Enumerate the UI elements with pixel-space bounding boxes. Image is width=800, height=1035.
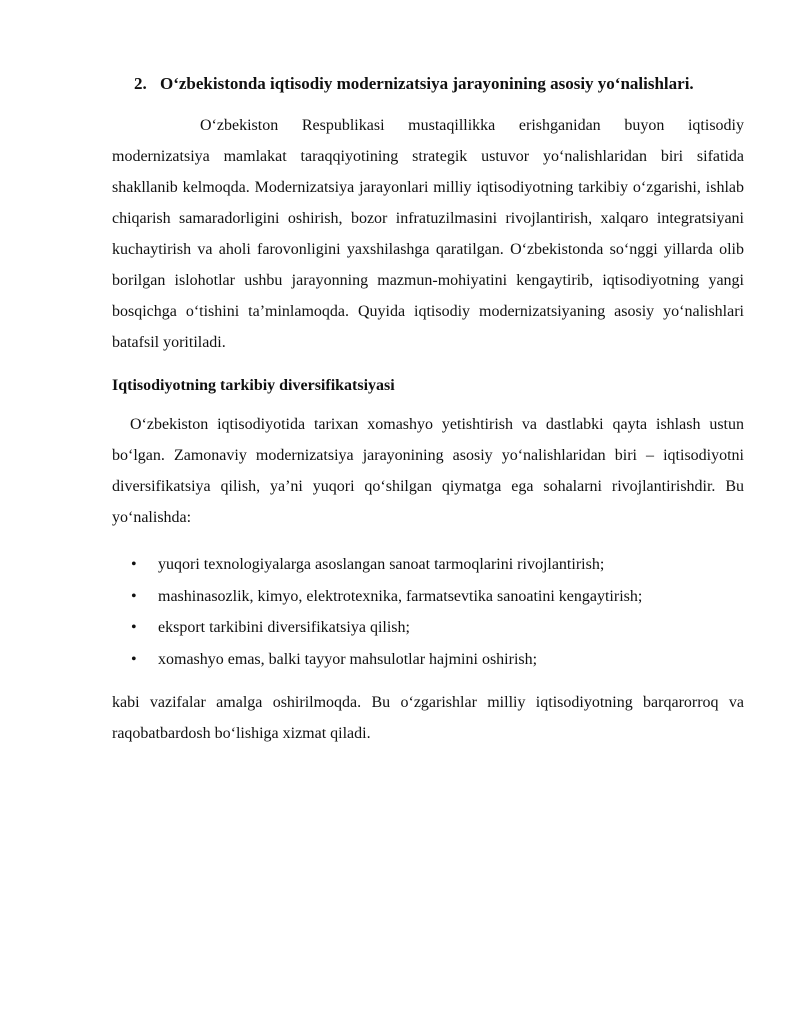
diversification-paragraph: O‘zbekiston iqtisodiyotida tarixan xomashyo yetishtirish va dastlabki qayta ishlash ustun bo‘lgan. Zamonaviy modernizatsiya jarayonining asosiy yo‘nalishlaridan biri – iqtisodiyotni diversifikatsiya qilish, ya’ni yuqori qo‘shilgan qiymatga ega sohalarni rivojlantirishdir. Bu yo‘nalishda:	[112, 416, 744, 526]
list-item	[112, 644, 744, 676]
list-item-text: yuqori texnologiyalarga asoslangan sanoat tarmoqlarini rivojlantirish;	[158, 556, 605, 573]
closing-paragraph: kabi vazifalar amalga oshirilmoqda. Bu o‘zgarishlar milliy iqtisodiyotning barqarorroq va raqobatbardosh bo‘lishiga xizmat qiladi.	[112, 694, 744, 742]
section-number: 2.	[134, 74, 147, 93]
bullet-icon: •	[131, 619, 137, 636]
document-page	[112, 70, 744, 749]
list-item	[112, 549, 744, 581]
bullet-icon: •	[131, 556, 137, 573]
bullet-icon: •	[131, 650, 137, 668]
intro-paragraph: O‘zbekiston Respublikasi mustaqillikka erishganidan buyon iqtisodiy modernizatsiya mamlakat taraqqiyotining strategik ustuvor yo‘nalishlaridan biri sifatida shakllanib kelmoqda. Modernizatsiya jarayonlari milliy iqtisodiyotning tarkibiy o‘zgarishi, ishlab chiqarish samaradorligini oshirish, bozor infratuzilmasini rivojlantirish, xalqaro integratsiyani kuchaytirish va aholi farovonligini yaxshilashga qaratilgan. O‘zbekistonda so‘nggi yillarda olib borilgan islohotlar ushbu jarayonning mazmun-mohiyatini kengaytirib, iqtisodiyotning yangi bosqichga o‘tishini ta’minlamoqda. Quyida iqtisodiy modernizatsiyaning asosiy yo‘nalishlari batafsil yoritiladi.	[112, 117, 744, 351]
subheading: Iqtisodiyotning tarkibiy diversifikatsiyasi	[112, 377, 395, 394]
section-title: O‘zbekistonda iqtisodiy modernizatsiya jarayonining asosiy yo‘nalishlari.	[160, 74, 694, 93]
section-heading	[134, 70, 744, 98]
bullet-icon: •	[131, 587, 137, 605]
list-item	[112, 612, 744, 644]
list-item-text: xomashyo emas, balki tayyor mahsulotlar hajmini oshirish;	[158, 650, 538, 668]
bullet-list	[112, 549, 744, 675]
list-item-text: eksport tarkibini diversifikatsiya qilish;	[158, 619, 410, 636]
list-item	[112, 581, 744, 613]
list-item-text: mashinasozlik, kimyo, elektrotexnika, farmatsevtika sanoatini kengaytirish;	[158, 587, 643, 605]
